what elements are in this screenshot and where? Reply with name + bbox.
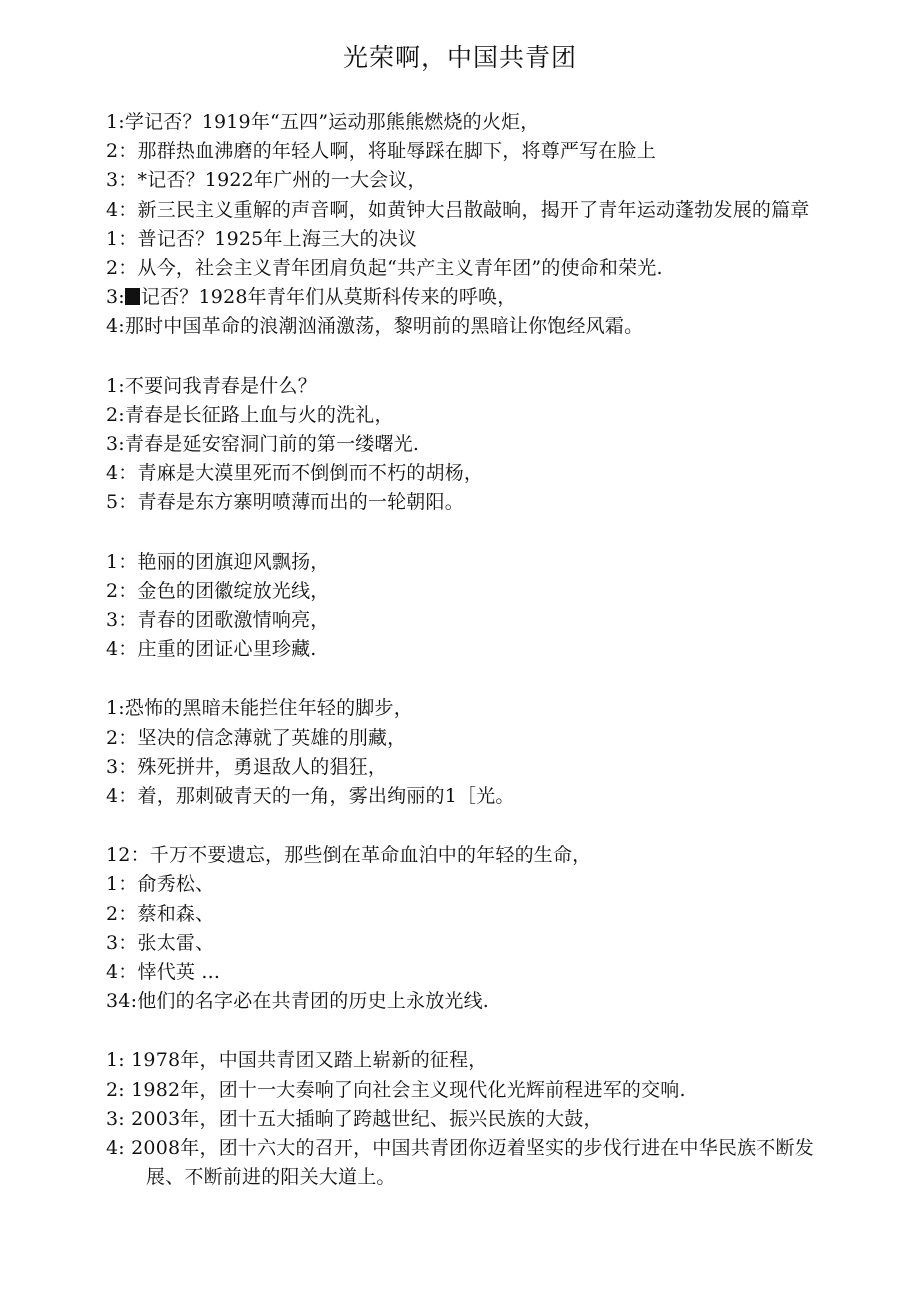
line-text: 青春的团歌激情响亮， [137,609,330,632]
line-number: 2： [106,579,138,602]
line-text: 青春是延安窑洞门前的第一缕曙光. [124,433,420,456]
line-text: 新三民主义重解的声音啊，如黄钟大吕散敲晌，揭开了青年运动蓬勃发展的篇章 [137,198,810,221]
poem-line [106,987,826,1016]
line-text: 2008年，团十六大的召开，中国共青团你迈着坚实的步伐行进在中华民族不断发展、不断前进的阳关大道上。 [131,1137,814,1189]
filled-block-icon [125,288,140,305]
line-number: 2: [106,1078,132,1101]
line-number: 3： [106,931,138,954]
stanza-3 [106,548,826,665]
line-number: 1： [106,550,138,573]
line-text: 恐怖的黑暗未能拦住年轻的脚步， [124,697,413,720]
line-number: 4： [106,961,138,984]
line-text: 着，那刺破青天的一角，雾出绚丽的1［光。 [137,785,515,808]
line-text: 那时中国革命的浪潮汹涌激荡，黎明前的黑暗让你饱经风霜。 [124,315,644,338]
line-number: 3： [106,169,138,192]
line-number: 2： [106,257,138,280]
poem-line [106,283,826,312]
poem-line [106,1134,826,1192]
line-text: 不要问我青春是什么？ [124,374,317,397]
line-text: 1982年，团十一大奏响了向社会主义现代化光辉前程进军的交响. [131,1078,686,1101]
poem-line [106,841,826,870]
stanza-4 [106,694,826,811]
poem-line [106,753,826,782]
line-text: 蔡和森、 [137,902,215,925]
poem-line [106,870,826,899]
line-text: 金色的团徽绽放光线， [137,579,330,602]
line-number: 2： [106,726,138,749]
line-number: 4: [106,315,125,338]
line-number: 1： [106,873,138,896]
line-text: 记否？1928年青年们从莫斯科传来的呼唤， [140,286,517,309]
line-text: *记否？1922年广州的一大会议， [137,169,427,192]
line-number: 2: [106,403,125,426]
line-number: 4： [106,638,138,661]
line-text: 庄重的团证心里珍藏. [137,638,317,661]
poem-line [106,1076,826,1105]
poem-line [106,196,826,225]
poem-line [106,108,826,137]
poem-line [106,724,826,753]
line-number: 4: [106,1137,132,1160]
line-text: 青春是长征路上血与火的洗礼， [124,403,394,426]
poem-line [106,782,826,811]
line-number: 4： [106,462,138,485]
poem-line [106,900,826,929]
stanza-5 [106,841,826,1016]
line-number: 3: [106,286,125,309]
poem-line [106,694,826,723]
line-number: 4： [106,198,138,221]
line-number: 3: [106,1107,132,1130]
line-text: 艳丽的团旗迎风飘扬， [137,550,330,573]
line-text: 2003年，团十五大插晌了跨越世纪、振兴民族的大鼓， [131,1107,603,1130]
line-text: 1978年，中国共青团又踏上崭新的征程， [131,1049,488,1072]
line-number: 1： [106,227,138,250]
poem-line [106,166,826,195]
poem-line [106,459,826,488]
line-number: 5： [106,491,138,514]
line-number: 2： [106,902,138,925]
poem-line [106,401,826,430]
line-text: 坚决的信念薄就了英雄的刖藏， [137,726,407,749]
line-text: 悻代英 ... [137,961,221,984]
stanza-6 [106,1046,826,1192]
line-number: 3： [106,609,138,632]
poem-line [106,1105,826,1134]
line-text: 俞秀松、 [137,873,215,896]
poem-line [106,430,826,459]
poem-line [106,548,826,577]
line-text: 千万不要遗忘，那些倒在革命血泊中的年轻的生命， [149,844,592,867]
line-number: 1: [106,111,125,133]
poem-line [106,958,826,987]
poem-line [106,254,826,283]
line-text: 那群热血沸磨的年轻人啊，将耻辱踩在脚下，将尊严写在脸上 [137,140,656,163]
line-text: 从今，社会主义青年团肩负起“共产主义青年团”的使命和荣光. [137,257,663,280]
line-number: 4： [106,785,138,808]
poem-line [106,372,826,401]
poem-line [106,488,826,517]
poem-body [106,108,826,1223]
line-text: 青春是东方寨明喷薄而出的一轮朝阳。 [137,491,464,514]
line-number: 3: [106,433,125,456]
stanza-2 [106,372,826,518]
line-text: 青麻是大漠里死而不倒倒而不朽的胡杨， [137,462,484,485]
line-number: 12： [106,844,150,867]
stanza-1 [106,108,826,342]
document-title: 光荣啊，中国共青团 [342,43,577,72]
poem-line [106,225,826,254]
line-number: 34: [106,990,138,1013]
line-text: 他们的名字必在共青团的历史上永放光线. [137,990,490,1013]
poem-line [106,312,826,341]
line-number: 1: [106,1049,132,1072]
poem-line [106,606,826,635]
line-text: 普记否？1925年上海三大的决议 [137,227,418,250]
line-number: 3： [106,755,138,778]
poem-line [106,1046,826,1075]
line-number: 2： [106,140,138,163]
line-text: 学记否？1919年“五四”运动那熊熊燃烧的火炬， [124,111,540,133]
poem-line [106,137,826,166]
line-text: 殊死拼井，勇退敌人的猖狂， [137,755,388,778]
line-text: 张太雷、 [137,931,215,954]
poem-line [106,929,826,958]
poem-line [106,577,826,606]
poem-line [106,635,826,664]
line-number: 1: [106,374,125,397]
line-number: 1: [106,697,125,720]
